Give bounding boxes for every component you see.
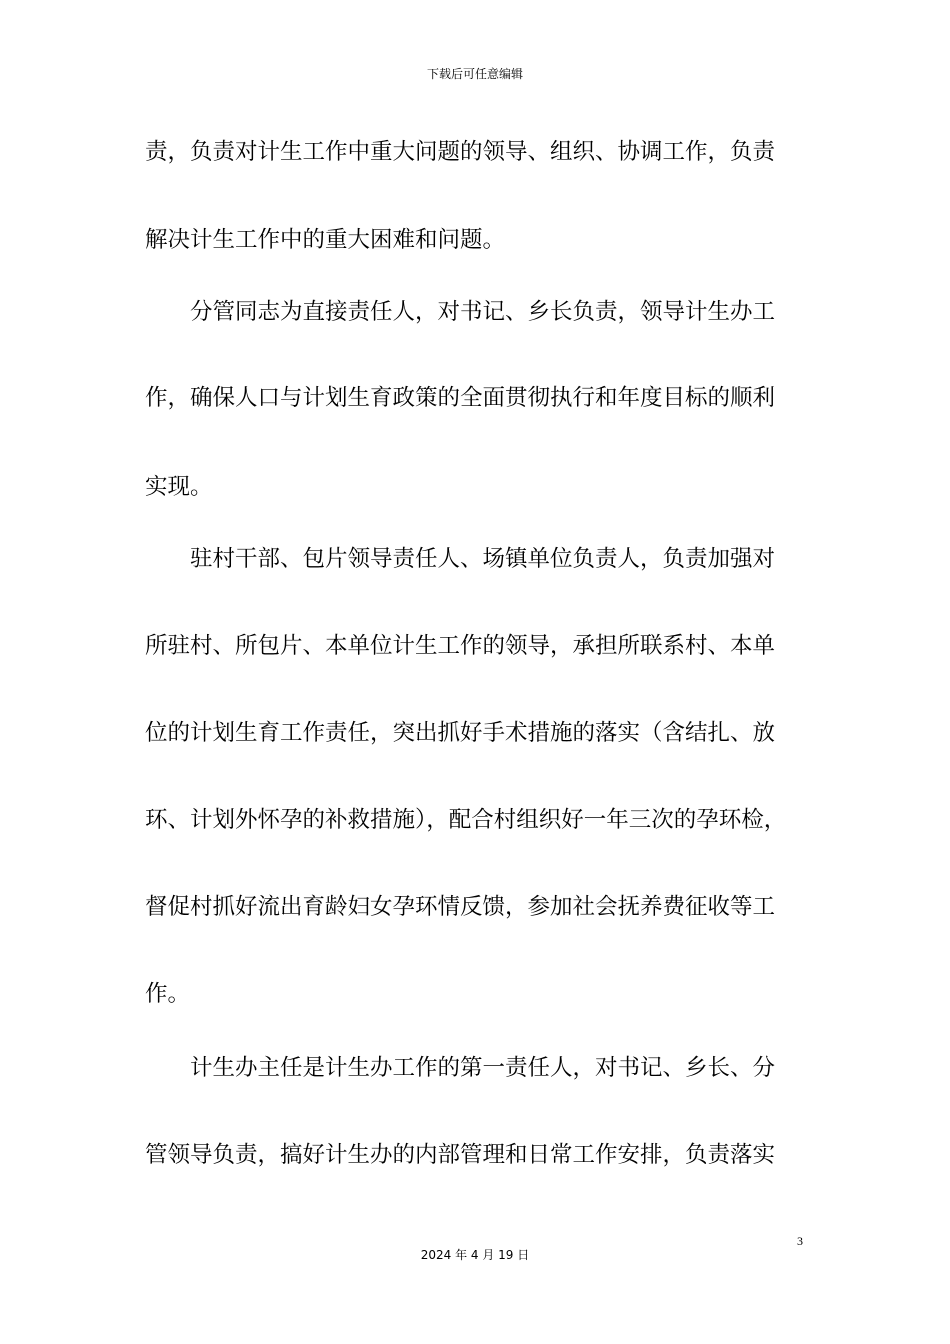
- text-line: 分管同志为直接责任人，对书记、乡长负责，领导计生办工: [145, 299, 776, 325]
- page-date: 2024 年 4 月 19 日: [420, 1248, 530, 1262]
- text-line: 实现。: [145, 474, 213, 500]
- text-line: 作，确保人口与计划生育政策的全面贯彻执行和年度目标的顺利: [145, 385, 776, 411]
- text-line: 驻村干部、包片领导责任人、场镇单位负责人，负责加强对: [145, 546, 776, 572]
- text-line: 位的计划生育工作责任，突出抓好手术措施的落实（含结扎、放: [145, 720, 776, 746]
- text-line: 所驻村、所包片、本单位计生工作的领导，承担所联系村、本单: [145, 633, 776, 659]
- text-line: 管领导负责，搞好计生办的内部管理和日常工作安排，负责落实: [145, 1142, 776, 1168]
- text-line: 督促村抓好流出育龄妇女孕环情反馈，参加社会抚养费征收等工: [145, 894, 776, 920]
- text-line: 计生办主任是计生办工作的第一责任人，对书记、乡长、分: [145, 1055, 776, 1081]
- text-line: 环、计划外怀孕的补救措施），配合村组织好一年三次的孕环检，: [145, 807, 787, 833]
- page-header: 下载后可任意编辑: [426, 67, 523, 81]
- text-line: 解决计生工作中的重大困难和问题。: [145, 227, 506, 253]
- page-number: 3: [797, 1234, 803, 1248]
- text-line: 责，负责对计生工作中重大问题的领导、组织、协调工作，负责: [145, 139, 776, 165]
- text-line: 作。: [145, 981, 191, 1007]
